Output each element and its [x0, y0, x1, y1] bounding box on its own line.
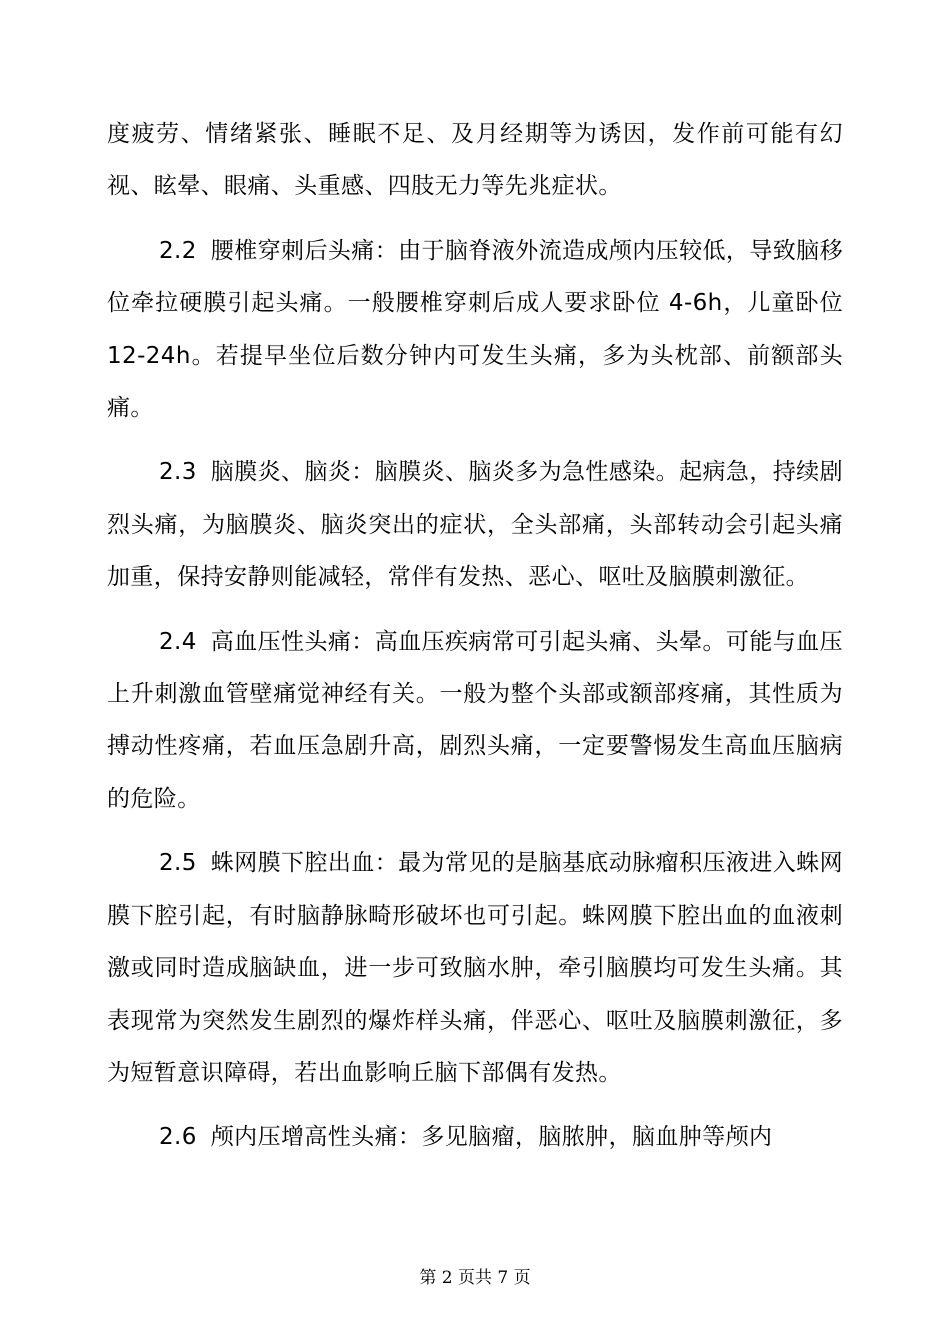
- paragraph-text: 蛛网膜下腔出血：最为常见的是脑基底动脉瘤积压液进入蛛网膜下腔引起，有时脑静脉畸形破坏也可引起。蛛网膜下腔出血的血液刺激或同时造成脑缺血，进一步可致脑水肿，牵引脑膜均可发生头痛。其表现常为突然发生剧烈的爆炸样头痛，伴恶心、呕吐及脑膜刺激征，多为短暂意识障碍，若出血影响丘脑下部偶有发热。: [107, 850, 843, 1086]
- section-number: 2.4: [159, 628, 197, 655]
- paragraph-continuation: [107, 108, 843, 213]
- body-text: [107, 108, 843, 1176]
- paragraph-2-6: [107, 1111, 843, 1163]
- paragraph-2-5: [107, 837, 843, 1099]
- paragraph-text: 脑膜炎、脑炎：脑膜炎、脑炎多为急性感染。起病急，持续剧烈头痛，为脑膜炎、脑炎突出的症状，全头部痛，头部转动会引起头痛加重，保持安静则能减轻，常伴有发热、恶心、呕吐及脑膜刺激征。: [107, 459, 843, 591]
- section-number: 2.5: [159, 850, 197, 877]
- paragraph-2-4: [107, 616, 843, 826]
- paragraph-2-2: [107, 225, 843, 435]
- paragraph-text: 腰椎穿刺后头痛：由于脑脊液外流造成颅内压较低，导致脑移位牵拉硬膜引起头痛。一般腰椎穿刺后成人要求卧位 4-6h，儿童卧位 12-24h。若提早坐位后数分钟内可发生头痛，多为头枕部、前额部头痛。: [107, 237, 843, 422]
- paragraph-text: 高血压性头痛：高血压疾病常可引起头痛、头晕。可能与血压上升刺激血管壁痛觉神经有关。一般为整个头部或额部疼痛，其性质为搏动性疼痛，若血压急剧升高，剧烈头痛，一定要警惕发生高血压脑病的危险。: [107, 628, 843, 812]
- section-number: 2.2: [159, 237, 197, 264]
- section-number: 2.6: [159, 1124, 197, 1151]
- paragraph-2-3: [107, 446, 843, 603]
- page-footer: 第 2 页共 7 页: [419, 1268, 531, 1288]
- paragraph-text: 度疲劳、情绪紧张、睡眠不足、及月经期等为诱因，发作前可能有幻视、眩晕、眼痛、头重感、四肢无力等先兆症状。: [107, 121, 843, 200]
- section-number: 2.3: [159, 459, 197, 486]
- paragraph-text: 颅内压增高性头痛：多见脑瘤，脑脓肿，脑血肿等颅内: [210, 1124, 773, 1151]
